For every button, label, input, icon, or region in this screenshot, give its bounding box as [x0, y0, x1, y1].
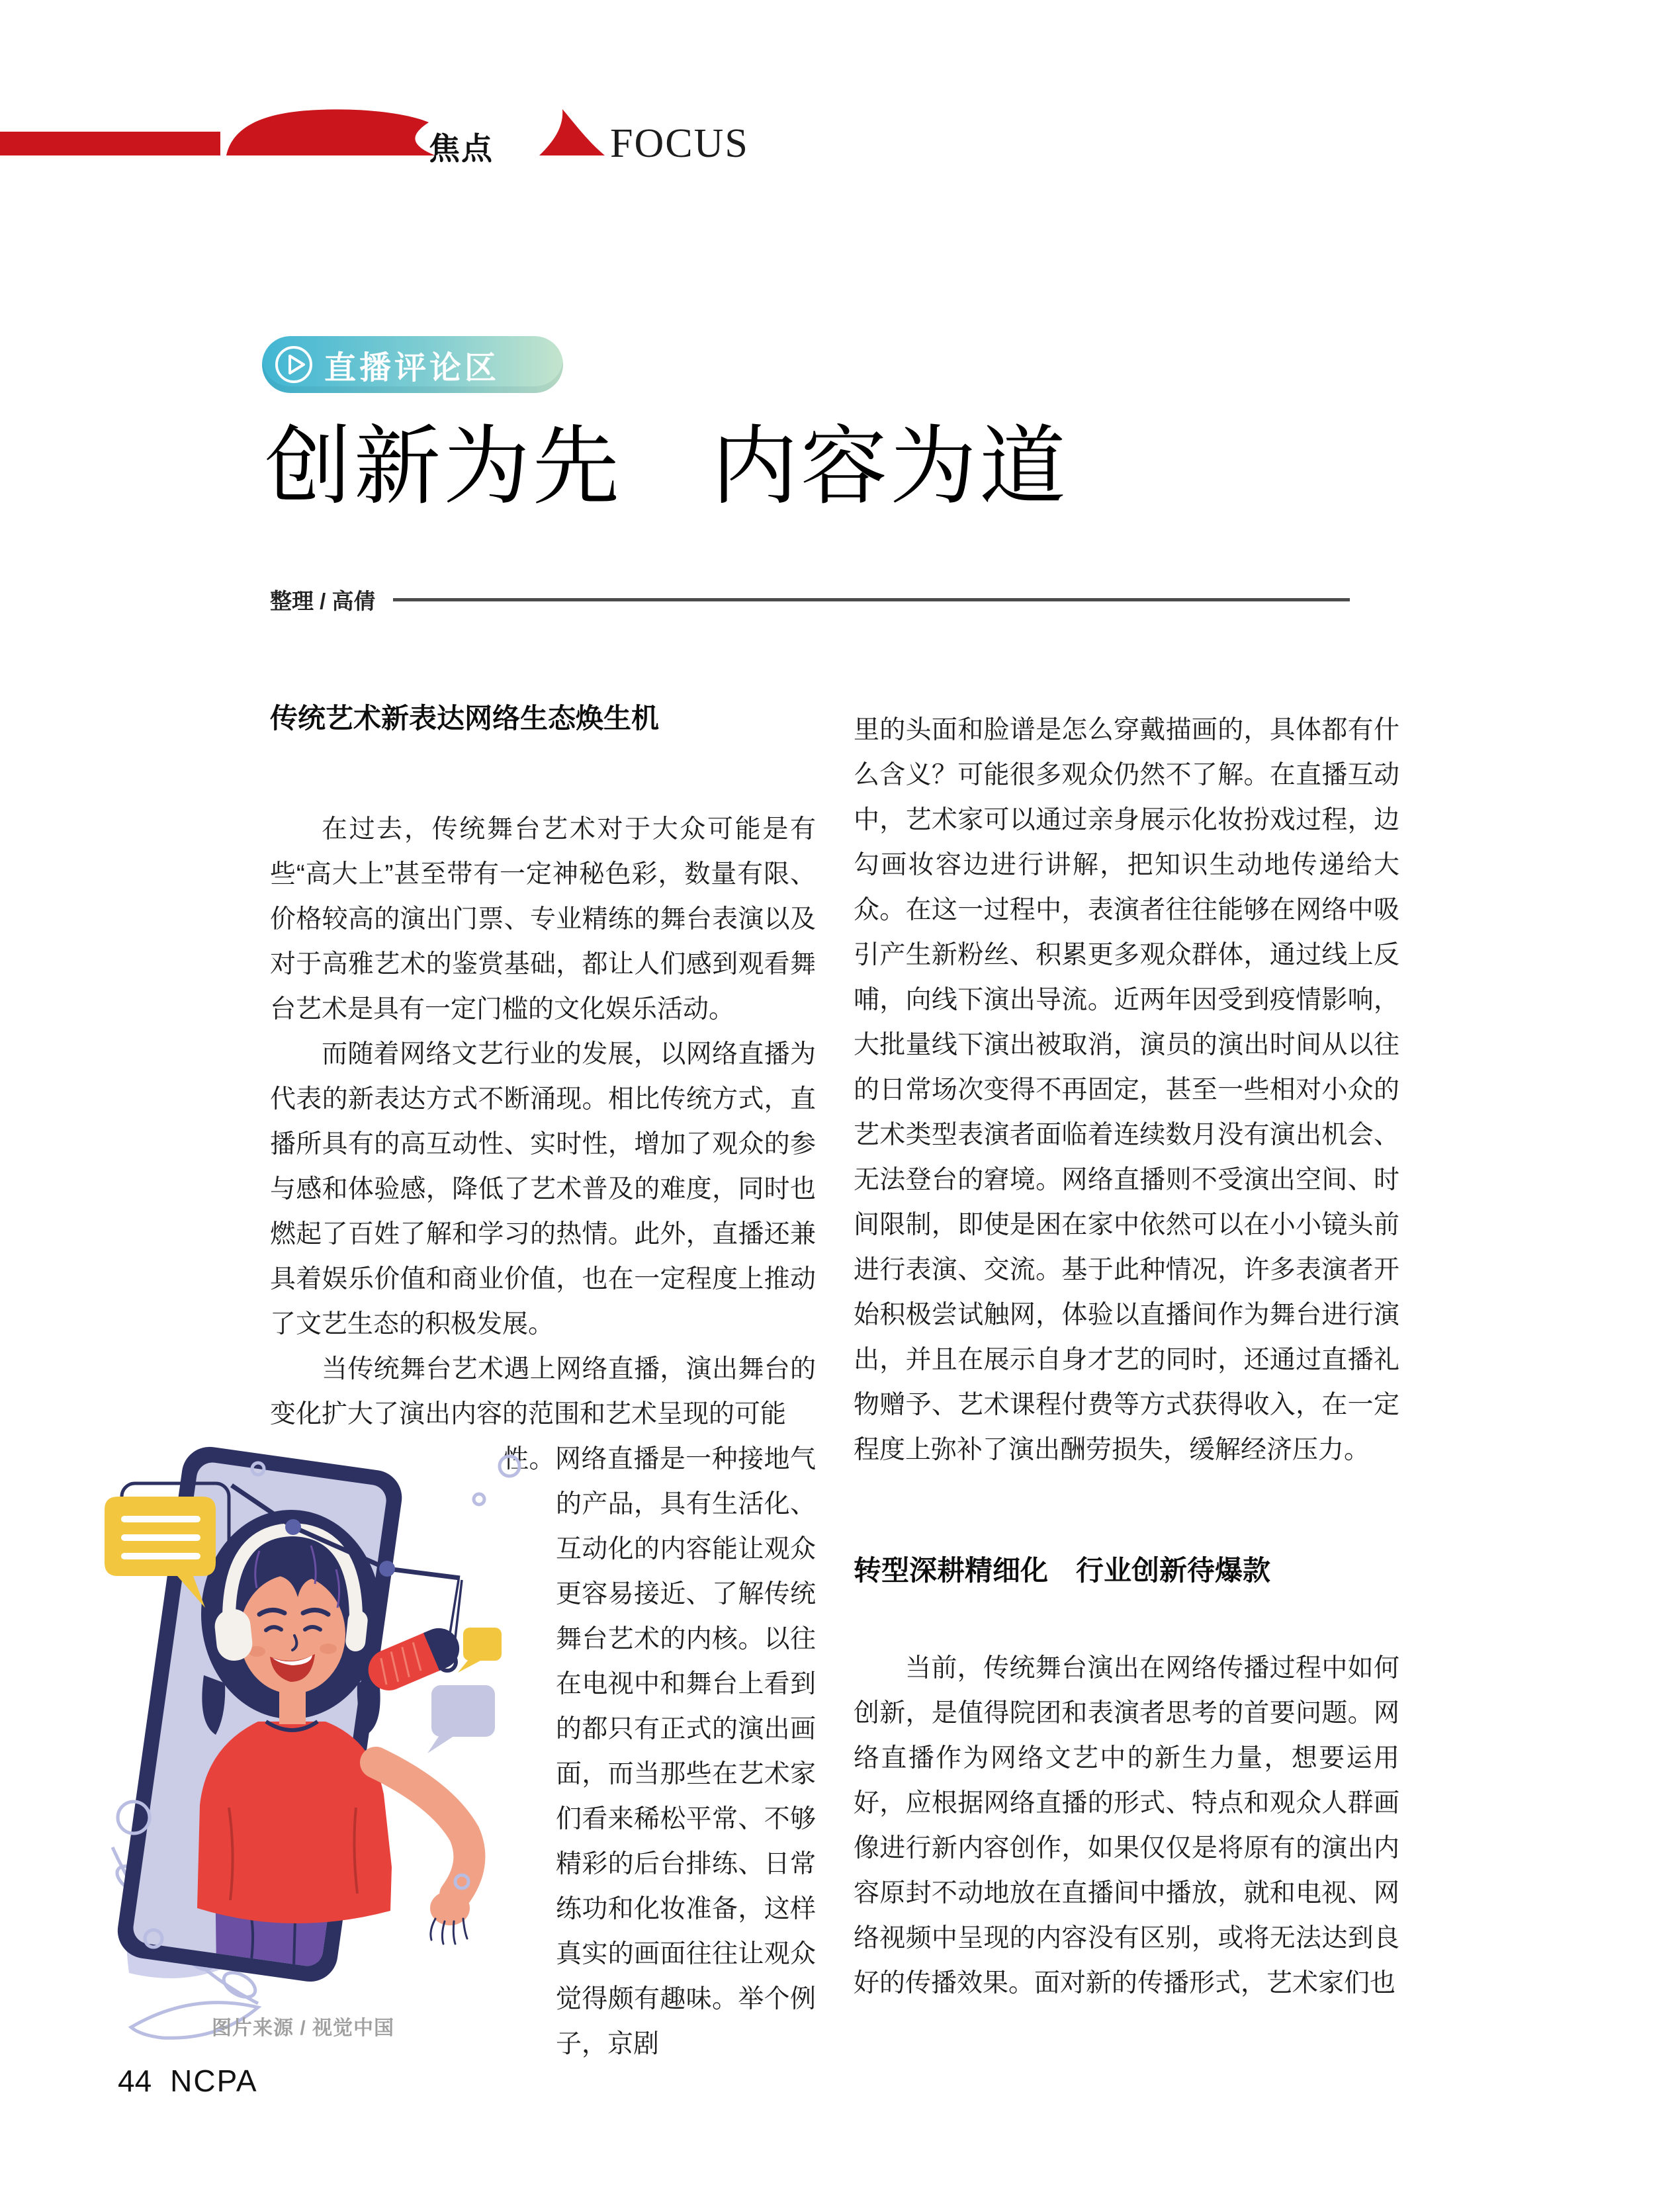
left-heading: 传统艺术新表达网络生态焕生机 [270, 703, 660, 734]
live-comment-badge [262, 336, 563, 393]
streamer-body [197, 1722, 470, 1944]
paragraph-text: 性。网络直播是一种接地气的产品，具有生活化、互动化的内容能让观众更容易接近、了解传统舞台艺术的内核。以往在电视中和舞台上看到的都只有正式的演出画面，而当那些在艺术家们看来稀松平常、不够精彩的后台排练、日常练功和化妆准备，这样真实的画面往往让观众觉得颇有趣味。举个例子，京剧 [503, 1445, 816, 2058]
streamer-hand [430, 1891, 470, 1944]
image-caption: 图片来源 / 视觉中国 [212, 2017, 395, 2039]
byline: 整理 / 高倩 [270, 588, 376, 613]
section-title-en: FOCUS [610, 121, 749, 166]
paragraph: 当前，传统舞台演出在网络传播过程中如何创新，是值得院团和表演者思考的首要问题。网络直播作为网络文艺中的新生力量，想要运用好，应根据网络直播的形式、特点和观众人群画像进行新内容创作，如果仅仅是将原有的演出内容原封不动地放在直播间中播放，就和电视、网络视频中呈现的内容没有区别，或将无法达到良好的传播效果。面对新的传播形式，艺术家们也 [854, 1654, 1399, 1997]
banner-swoosh [226, 109, 435, 155]
section-title-cn: 焦点 [429, 131, 494, 166]
journal-name: NCPA [170, 2064, 258, 2098]
play-icon [273, 343, 315, 386]
banner-red-bar [0, 132, 220, 155]
left-column [212, 703, 816, 2067]
badge-label: 直播评论区 [324, 350, 500, 386]
right-heading: 转型深耕精细化 行业创新待爆款 [854, 1555, 1271, 1586]
paragraph: 当传统舞台艺术遇上网络直播，演出舞台的变化扩大了演出内容的范围和艺术呈现的可能 [270, 1355, 816, 1428]
illustration-streamer-phone [93, 1437, 556, 2051]
byline-row [270, 582, 1350, 617]
banner-crescent [539, 109, 605, 155]
paragraph-wrapped [212, 1437, 816, 2067]
page-number: 44 [118, 2064, 152, 2098]
speech-bubble-small-yellow-icon [458, 1628, 502, 1673]
paragraph: 在过去，传统舞台艺术对于大众可能是有些“高大上”甚至带有一定神秘色彩，数量有限、价格较高的演出门票、专业精练的舞台表演以及对于高雅艺术的鉴赏基础，都让人们感到观看舞台艺术是具有一定门槛的文化娱乐活动。 [270, 815, 816, 1024]
article-title: 创新为先 内容为道 [265, 419, 1069, 515]
byline-rule [393, 598, 1350, 601]
paragraph: 里的头面和脸谱是怎么穿戴描画的，具体都有什么含义？可能很多观众仍然不了解。在直播互动中，艺术家可以通过亲身展示化妆扮戏过程，边勾画妆容边进行讲解，把知识生动地传递给大众。在这一过程中，表演者往往能够在网络中吸引产生新粉丝、积累更多观众群体，通过线上反哺，向线下演出导流。近两年因受到疫情影响，大批量线下演出被取消，演员的演出时间从以往的日常场次变得不再固定，甚至一些相对小众的艺术类型表演者面临着连续数月没有演出机会、无法登台的窘境。网络直播则不受演出空间、时间限制，即使是困在家中依然可以在小小镜头前进行表演、交流。基于此种情况，许多表演者开始积极尝试触网，体验以直播间作为舞台进行演出，并且在展示自身才艺的同时，还通过直播礼物赠予、艺术课程付费等方式获得收入，在一定程度上弥补了演出酬劳损失，缓解经济压力。 [854, 716, 1399, 1464]
paragraph: 而随着网络文艺行业的发展，以网络直播为代表的新表达方式不断涌现。相比传统方式，直播所具有的高互动性、实时性，增加了观众的参与感和体验感，降低了艺术普及的难度，同时也燃起了百姓了解和学习的热情。此外，直播还兼具着娱乐价值和商业价值，也在一定程度上推动了文艺生态的积极发展。 [270, 1040, 816, 1338]
page-footer [118, 2063, 258, 2099]
right-column [854, 703, 1399, 2006]
illustration-block [93, 1437, 556, 2051]
speech-bubble-lavender-icon [427, 1685, 495, 1753]
